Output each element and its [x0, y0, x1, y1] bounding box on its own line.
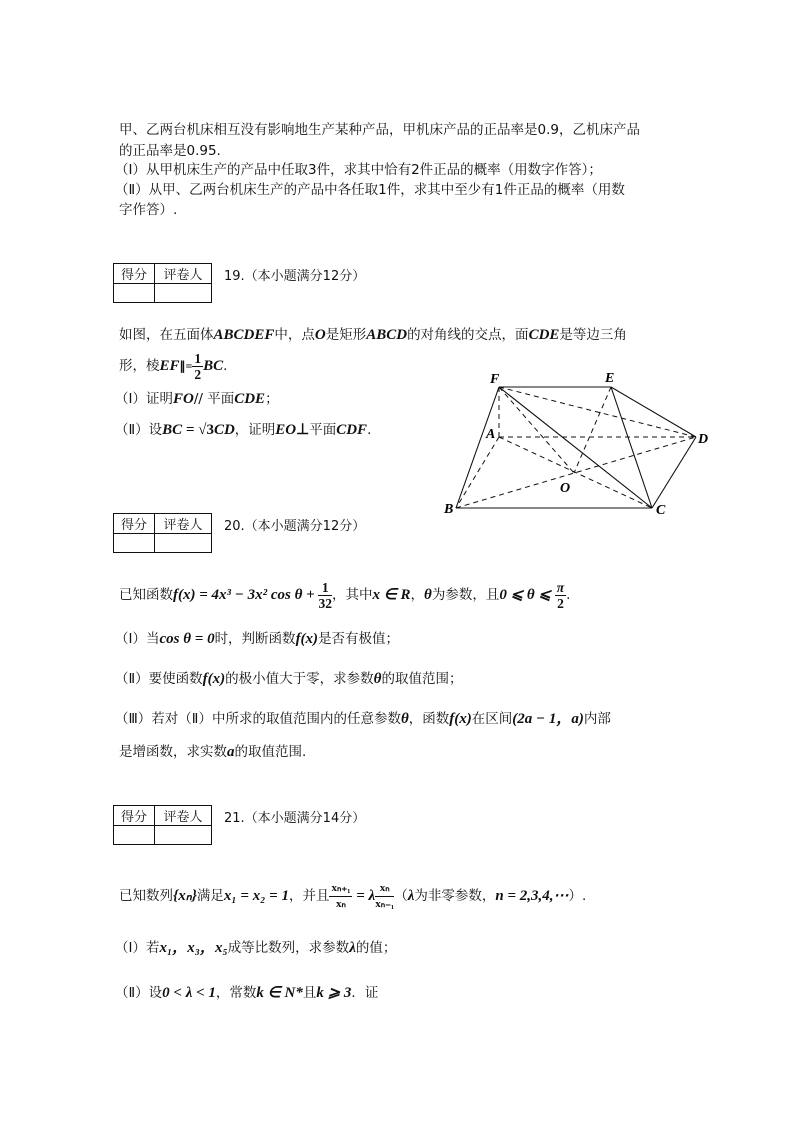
score-label: 得分 — [114, 264, 155, 284]
q21-score-table — [113, 805, 212, 845]
q18-part2b: 字作答）. — [119, 202, 178, 218]
label-f: F — [490, 372, 500, 387]
score-label: 得分 — [114, 806, 155, 826]
q21-part2: （Ⅱ）设0 < λ < 1，常数k ∈ N*且k ⩾ 3．证 — [115, 985, 379, 1001]
q21-line1: 已知数列{xₙ}满足x₁ = x₂ = 1，并且 $\frac{\text{xₙ₊₁}}{\text{xₙ}}$ = λ $\frac{\text{xₙ}}{\text{xₙ₋₁}}$ （λ为非零参数，n = 2,3,4,⋯）. — [119, 881, 587, 910]
grader-cell — [155, 826, 212, 845]
q20-line1: 已知函数f(x) = 4x³ − 3x² cos θ + $\frac{1}{32}$ ，其中x ∈ R，θ为参数，且0 ⩽ θ ⩽ $\frac{\pi}{2}$ . — [119, 579, 571, 611]
q20-part2: （Ⅱ）要使函数f(x)的极小值大于零，求参数θ的取值范围； — [115, 671, 463, 687]
q19-header: 19.（本小题满分12分） — [224, 269, 366, 284]
score-cell — [114, 826, 155, 845]
q20-part1: （Ⅰ）当cos θ = 0时，判断函数f(x)是否有极值； — [115, 631, 400, 647]
edge-fd — [499, 387, 696, 437]
q21-header: 21.（本小题满分14分） — [224, 811, 366, 826]
score-cell — [114, 284, 155, 303]
q19-score-table — [113, 263, 212, 303]
q20-fraction: $\frac{1}{32}$ — [318, 579, 332, 611]
q19-part1: （Ⅰ）证明FO// 平面CDE； — [115, 391, 279, 407]
pentahedron-figure — [440, 365, 720, 525]
q18-line2: 的正品率是0.95. — [119, 143, 221, 159]
q19-intro: 如图，在五面体ABCDEF中，点O是矩形ABCD的对角线的交点，面CDE是等边三角 — [119, 327, 627, 343]
label-b: B — [444, 502, 454, 517]
label-d: D — [698, 432, 709, 447]
q20-part3: （Ⅲ）若对（Ⅱ）中所求的取值范围内的任意参数θ，函数f(x)在区间(2a − 1，a)内部 — [115, 711, 611, 727]
score-cell — [114, 534, 155, 553]
grader-label: 评卷人 — [155, 264, 212, 284]
q19-line2: 形，棱EF∥= $\frac{1}{2}$ BC. — [119, 350, 228, 382]
grader-cell — [155, 284, 212, 303]
label-a: A — [486, 427, 496, 442]
score-label: 得分 — [114, 514, 155, 534]
grader-label: 评卷人 — [155, 806, 212, 826]
q21-part1: （Ⅰ）若x₁，x₃，x₅成等比数列，求参数λ的值； — [115, 940, 397, 956]
edge-fc — [499, 387, 652, 508]
label-c: C — [656, 503, 666, 518]
grader-cell — [155, 534, 212, 553]
q18-part2a: （Ⅱ）从甲、乙两台机床生产的产品中各任取1件，求其中至少有1件正品的概率（用数 — [115, 182, 625, 198]
q18-part1: （Ⅰ）从甲机床生产的产品中任取3件，求其中恰有2件正品的概率（用数字作答）； — [115, 162, 602, 178]
q21-ratio-fraction: $\frac{\text{xₙ₊₁}}{\text{xₙ}}$ — [331, 881, 351, 910]
q19-part2: （Ⅱ）设BC = √3CD，证明EO⊥平面CDF. — [115, 422, 372, 438]
q20-part3-cont: 是增函数，求实数a的取值范围. — [119, 744, 307, 760]
segment-fo — [499, 387, 574, 473]
label-o: O — [560, 481, 571, 496]
edge-ed — [611, 387, 696, 437]
q19-half-fraction: $\frac{1}{2}$ — [194, 350, 202, 382]
q20-header: 20.（本小题满分12分） — [224, 519, 366, 534]
q18-line1: 甲、乙两台机床相互没有影响地生产某种产品，甲机床产品的正品率是0.9，乙机床产品 — [119, 122, 640, 138]
segment-eo — [574, 387, 611, 473]
edge-ec — [611, 387, 652, 508]
q21-ratio2-fraction: $\frac{\text{xₙ}}{\text{xₙ₋₁}}$ — [375, 881, 395, 910]
q20-pi-fraction: $\frac{\pi}{2}$ — [556, 579, 565, 611]
grader-label: 评卷人 — [155, 514, 212, 534]
q20-score-table — [113, 513, 212, 553]
label-e: E — [605, 371, 615, 386]
